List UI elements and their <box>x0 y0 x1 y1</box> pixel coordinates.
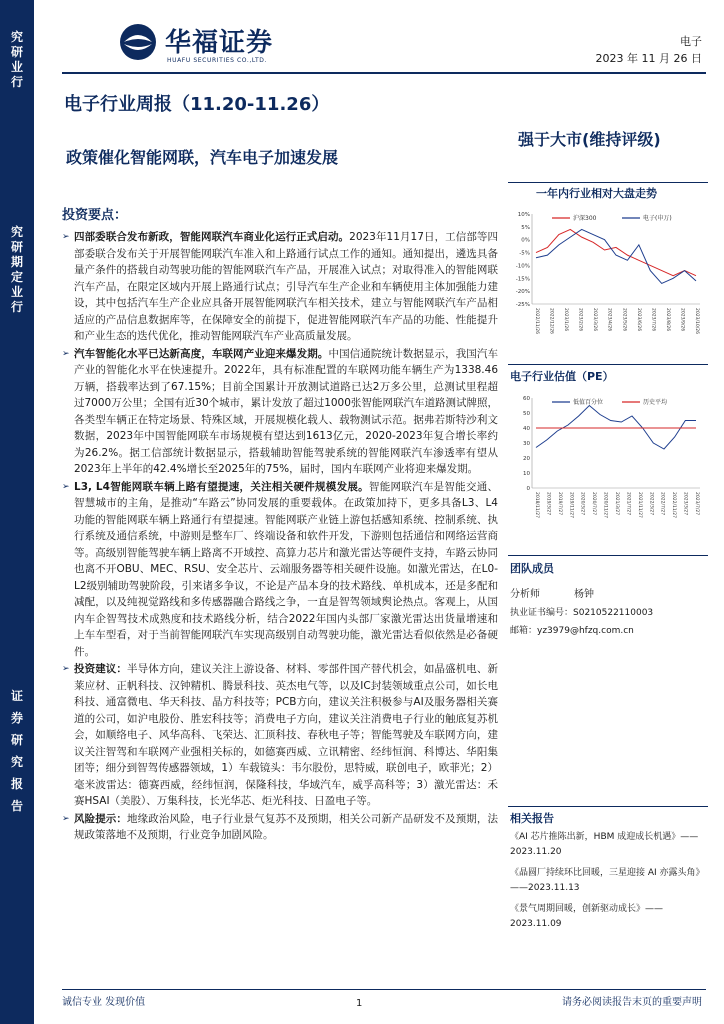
huafu-logo-icon <box>118 22 158 62</box>
relative-performance-chart <box>508 204 708 358</box>
report-subtitle: 政策催化智能网联，汽车电子加速发展 <box>66 148 339 167</box>
legend-label: 低值百分位 <box>573 399 604 406</box>
report-header <box>34 0 724 80</box>
x-tick-label: 2021/7/27 <box>625 492 631 516</box>
pe-valuation-chart <box>508 388 708 542</box>
analyst-label: 分析师 <box>510 589 540 600</box>
chart1-top-rule <box>508 182 708 183</box>
x-tick-label: 2023/9/26 <box>679 308 685 332</box>
analyst-email[interactable]: 邮箱：yz3979@hfzq.com.cn <box>510 626 634 636</box>
rating: 强于大市(维持评级) <box>518 130 661 149</box>
sector-label: 电子 <box>680 35 702 48</box>
chart1-svg <box>508 204 708 354</box>
y-tick-label: 30 <box>523 441 530 447</box>
chart2-top-rule <box>508 364 708 365</box>
x-tick-label: 2022/7/27 <box>659 492 665 516</box>
y-tick-label: 10% <box>517 212 530 218</box>
x-tick-label: 2023/8/26 <box>664 308 670 332</box>
team-heading: 团队成员 <box>510 562 554 575</box>
bullet-item: ➢ 投资建议：半导体方向，建议关注上游设备、材料、零部件国产替代机会，如晶盛机电、新莱应材、正帆科技、汉钟精机、腾景科技、英杰电气等，以及IC封装领域重点公司，如长电科技、通富微电、华天科技、晶方科技等；PCB方向，建议关注积极参与AI及服务器相关赛道的公司，如沪电股份、胜宏科技等；消费电子方向，建议关注消费电子行业的触底复苏机会，如顺络电子、风华高科、飞荣达、汇顶科技、春秋电子等；智能驾驶及车联网方向，建议关注智驾和车联网产业强相关标的，如德赛西威、立讯精密、经纬恒润、科博达、华阳集团等；细分到智驾传感器领域，1）车载镜头：韦尔股份，思特威，联创电子，欧菲光；2）毫米波雷达：德赛西威，经纬恒润，保隆科技，华域汽车，威孚高科等；3）激光雷达：禾赛HSAI（美股）、万集科技，长光华芯、炬光科技、日盈电子等。 <box>62 661 498 810</box>
x-tick-label: 2022/11/27 <box>671 492 677 518</box>
y-tick-label: 20 <box>523 456 530 462</box>
series-line-1 <box>536 229 696 275</box>
x-tick-label: 2021/3/27 <box>614 492 619 516</box>
footer-disclaimer: 请务必阅读报告末页的重要声明 <box>562 997 702 1008</box>
x-tick-label: 2023/7/27 <box>694 492 699 516</box>
reports-top-rule <box>508 806 708 807</box>
y-tick-label: -20% <box>515 289 530 296</box>
chart2-svg <box>508 388 708 538</box>
x-tick-label: 2023/1/26 <box>563 308 569 332</box>
x-tick-label: 2018/11/27 <box>534 492 539 518</box>
x-tick-label: 2022/11/26 <box>534 308 539 334</box>
y-tick-label: 60 <box>523 396 530 402</box>
x-tick-label: 2022/3/27 <box>648 492 654 516</box>
legend-label: 历史平均 <box>643 399 668 406</box>
x-tick-label: 2019/7/27 <box>556 492 562 516</box>
team-top-rule <box>508 555 708 556</box>
x-tick-label: 2020/11/27 <box>602 492 608 518</box>
y-tick-label: -25% <box>515 302 530 308</box>
series-line-1 <box>536 406 696 450</box>
x-tick-label: 2020/3/27 <box>579 492 585 516</box>
bullet-item: ➢ 汽车智能化水平已达新高度，车联网产业迎来爆发期。中国信通院统计数据显示，我国汽车产业的智能化水平在快速提升。2022年，具有标准配置的车联网功能车辆生产为1338.46万辆，搭载率达到了67.15%；目前全国累计开放测试道路已达2万多公里，总测试里程超过7000万公里；全国有近30个城市，累计发放了超过1000张智能网联汽车道路测试牌照，各类型车辆正在特定场景、特殊区域，开展规模化载人、载物测试示范。据弗若斯特沙利文数据，2023年中国智能网联车市场规模有望达到1613亿元，2020-2023年复合增长率约为26.2%。据工信部统计数据显示，搭载辅助智能驾驶系统的智能网联汽车渗透率有望从2023年上半年的42.4%增长至2025年的75%，届时，国内车联网产业将迎来爆发期。 <box>62 346 498 478</box>
x-tick-label: 2023/4/26 <box>606 308 612 332</box>
chart1-title: 一年内行业相对大盘走势 <box>536 187 657 200</box>
y-tick-label: 0 <box>526 486 530 492</box>
x-tick-label: 2023/2/26 <box>577 308 583 332</box>
x-tick-label: 2023/3/27 <box>682 492 688 516</box>
footer-slogan: 诚信专业 发现价值 <box>62 997 146 1008</box>
team-info <box>510 586 710 640</box>
key-points-heading: 投资要点： <box>62 208 128 223</box>
sidebar-label-mid: 究 研 期 定 业 行 <box>10 225 23 314</box>
bullet-item: ➢ L3, L4智能网联车辆上路有望提速，关注相关硬件规模发展。智能网联汽车是智能交通、智慧城市的主角，是推动“车路云”协同发展的重要载体。在政策加持下，更多具备L3、L4功能的智能网联车辆上路通行有望提速。智能网联产业链上游包括感知系统、控制系统、执行系统及通信系统，中游则是整车厂、终端设备和软件开发，下游则包括通信和网络运营商等。高级别智能驾驶车辆上路离不开域控、高算力芯片和激光雷达等硬件支持，车路云协同也离不开OBU、MEC、RSU、安全芯片、云端服务器等相关硬件设施。如激光雷达，在L0-L2级别辅助驾驶阶段，引来诸多争议，不论是产品本身的技术路线、单机成本，还是多配和减配，以及纯视觉路线和多传感器融合路线之争，一直是智驾领域舆论热点。客观上，从国内车企智驾技术成熟度和技术路线分析，结合2022年国内头部厂家激光雷达出货量增速和上车车型看，对于当前智能网联汽车实现高级别自动驾驶功能，激光雷达看似依然是必备硬件。 <box>62 479 498 661</box>
header-divider <box>62 72 706 74</box>
x-tick-label: 2021/11/27 <box>636 492 642 518</box>
x-tick-label: 2019/11/27 <box>568 492 574 518</box>
page-number: 1 <box>356 998 363 1009</box>
y-tick-label: -5% <box>519 250 530 257</box>
x-tick-label: 2019/3/27 <box>545 492 551 516</box>
x-tick-label: 2020/7/27 <box>591 492 597 516</box>
chart2-title: 电子行业估值（PE） <box>510 370 614 383</box>
report-link[interactable]: 《晶圆厂持续环比回暖，三星迎接 AI 亦露头角》 ——2023.11.13 <box>510 868 705 893</box>
bullet-item: ➢ 四部委联合发布新政，智能网联汽车商业化运行正式启动。2023年11月17日，工信部等四部委联合发布关于开展智能网联汽车准入和上路通行试点工作的通知。通知提出，遴选具备量产条件的搭载自动驾驶功能的智能网联汽车产品，开展准入试点；对取得准入的智能网联汽车产品，在限定区域内开展上路通行试点；引导汽车生产企业和车辆使用主体加强能力建设，其中包括汽车生产企业应具备开展智能网联汽车相关技术，建立与智能网联汽车产品相适应的产品信息数据库等，在保障安全的前提下，促进智能网联汽车产品的功能、性能提升和产业生态的迭代优化，推动智能网联汽车产业高质量发展。 <box>62 229 498 345</box>
x-tick-label: 2023/6/26 <box>635 308 641 332</box>
x-tick-label: 2023/3/26 <box>592 308 598 332</box>
x-tick-label: 2023/7/26 <box>650 308 656 332</box>
bullet-item: ➢ 风险提示：地缘政治风险，电子行业景气复苏不及预期，相关公司新产品研发不及预期，法规政策落地不及预期，行业竞争加剧风险。 <box>62 811 498 844</box>
y-tick-label: -10% <box>515 263 530 270</box>
x-tick-label: 2023/5/26 <box>621 308 627 332</box>
reports-heading: 相关报告 <box>510 812 554 825</box>
key-points-section <box>62 204 498 845</box>
legend-label: 电子(申万) <box>643 215 672 222</box>
company-name: 华福证券 <box>165 28 274 58</box>
footer-divider <box>62 989 706 990</box>
report-title: 电子行业周报（11.20-11.26） <box>64 94 330 115</box>
left-sidebar <box>0 0 34 1024</box>
sidebar-label-bottom: 证 券 研 究 报 告 <box>10 689 23 813</box>
report-date: 2023 年 11 月 26 日 <box>595 52 702 65</box>
y-tick-label: 50 <box>523 411 530 417</box>
company-name-en: HUAFU SECURITIES CO.,LTD. <box>167 57 268 64</box>
y-tick-label: 10 <box>523 471 530 477</box>
y-tick-label: 0% <box>521 237 530 244</box>
related-reports <box>510 830 708 932</box>
y-tick-label: 40 <box>523 426 530 432</box>
y-tick-label: -15% <box>515 276 530 283</box>
report-link[interactable]: 《景气周期回暖，创新驱动成长》——2023.11.09 <box>510 904 664 929</box>
legend-label: 沪深300 <box>573 215 597 222</box>
cert-number: 执业证书编号：S0210522110003 <box>510 608 654 618</box>
sidebar-label-top: 究 研 业 行 <box>10 30 23 89</box>
y-tick-label: 5% <box>521 224 530 231</box>
report-link[interactable]: 《AI 芯片推陈出新，HBM 成迎成长机遇》—— 2023.11.20 <box>510 832 699 857</box>
x-tick-label: 2022/12/26 <box>548 308 554 334</box>
header-meta <box>596 33 702 67</box>
x-tick-label: 2023/10/26 <box>694 308 699 334</box>
analyst-name: 杨钟 <box>574 589 594 600</box>
